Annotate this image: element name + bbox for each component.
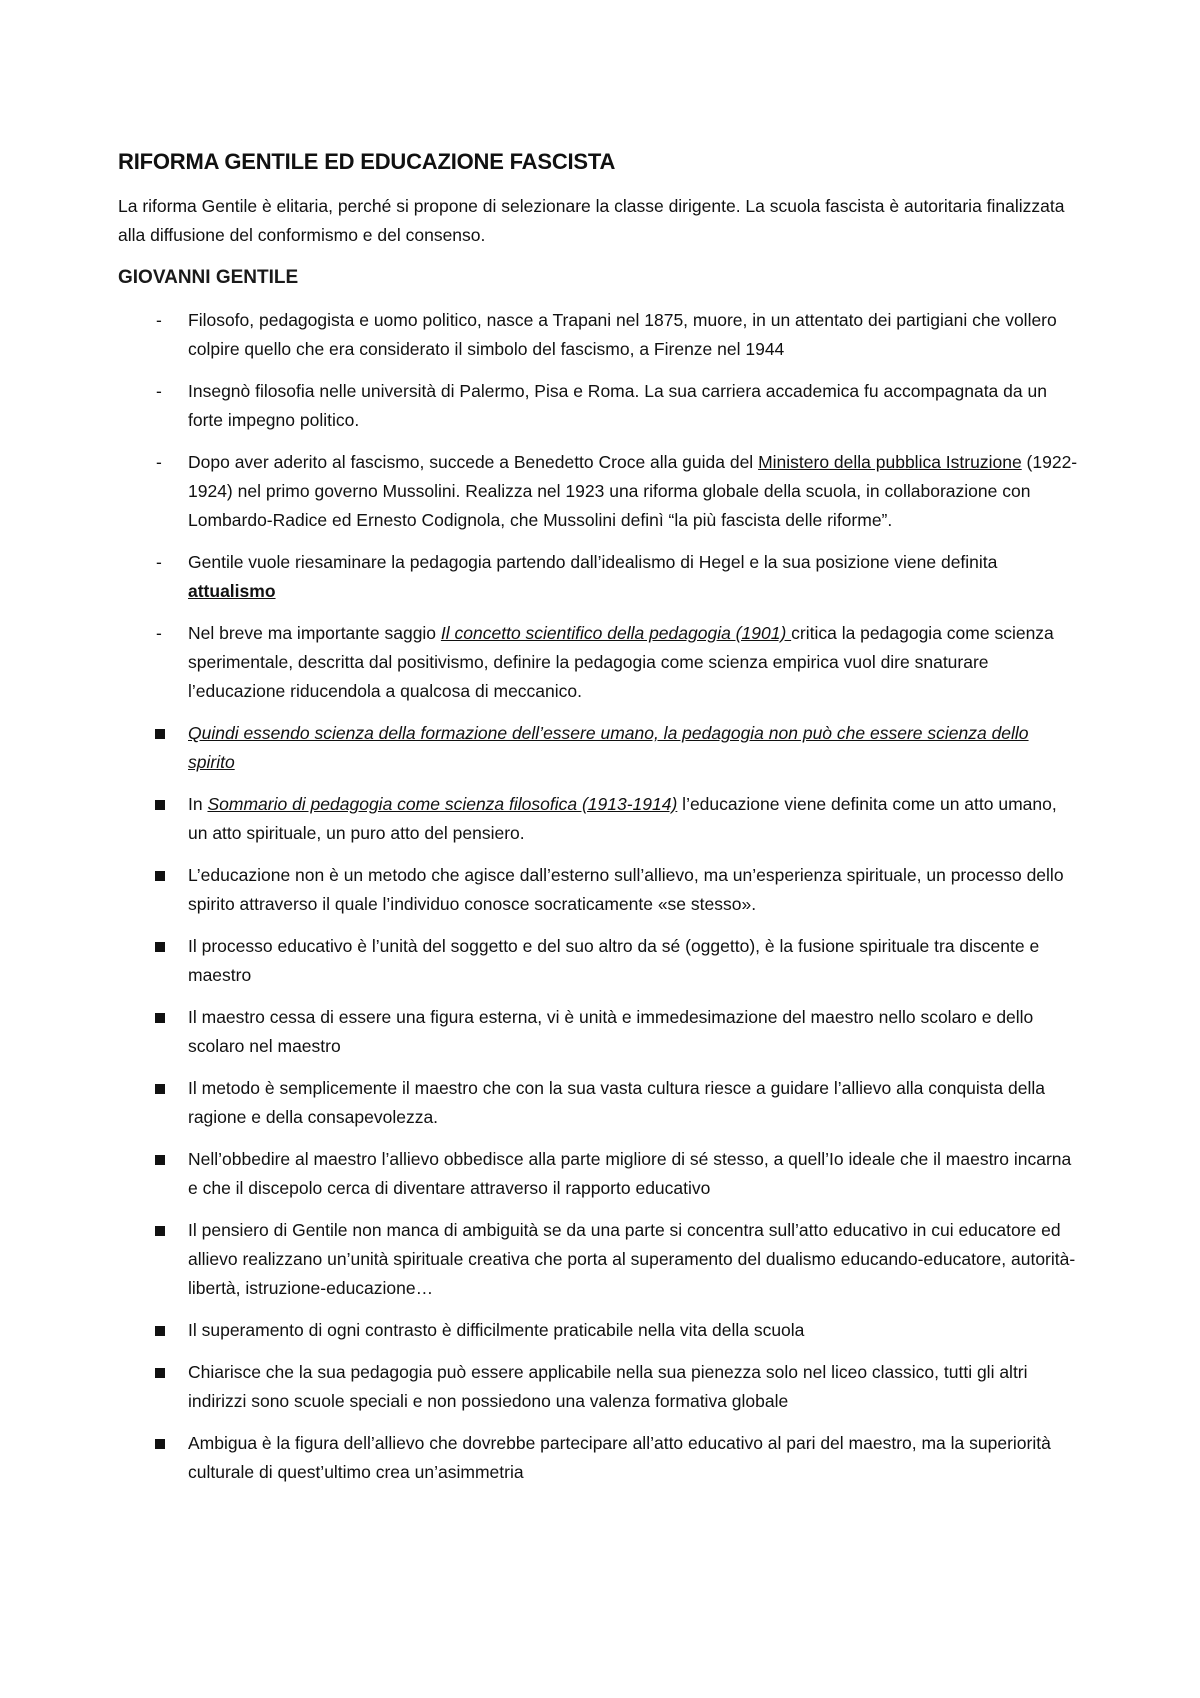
list-item [118,861,1080,919]
square-bullet-icon [155,1439,165,1449]
list-item-text: Dopo aver aderito al fascismo, succede a Benedetto Croce alla guida del [188,452,759,472]
document-title: RIFORMA GENTILE ED EDUCAZIONE FASCISTA [118,149,616,174]
square-bullet-icon [155,729,165,739]
square-bullet-icon [155,1226,165,1236]
square-bullet-list [118,719,1080,1487]
list-item-text: Il processo educativo è l’unità del soggetto e del suo altro da sé (oggetto), è la fusione spirituale tra discente e maestro [188,936,1040,985]
list-item [118,719,1080,777]
list-item [118,306,1080,364]
list-item [118,1145,1080,1203]
list-item-text: Nel breve ma importante saggio [188,623,441,643]
square-bullet-icon [155,1326,165,1336]
list-item [118,1429,1080,1487]
list-item-text: Il maestro cessa di essere una figura esterna, vi è unità e immedesimazione del maestro nello scolaro e dello scolaro nel maestro [188,1007,1034,1056]
list-item-text: Nell’obbedire al maestro l’allievo obbedisce alla parte migliore di sé stesso, a quell’Io ideale che il maestro incarna e che il discepolo cerca di diventare attraverso il rapporto educativo [188,1149,1072,1198]
square-bullet-icon [155,1155,165,1165]
list-item [118,1074,1080,1132]
list-item [118,932,1080,990]
dash-bullet: - [156,310,162,330]
list-item-text: Il pensiero di Gentile non manca di ambiguità se da una parte si concentra sull’atto educativo in cui educatore ed allievo realizzano un’unità spirituale creativa che porta al superamento del dualismo educando-educatore, autorità-libertà, istruzione-educazione… [188,1220,1076,1298]
dash-bullet: - [156,552,162,572]
essay-title-link[interactable]: Il concetto scientifico della pedagogia (1901) [440,623,792,643]
list-item-text: Insegnò filosofia nelle università di Palermo, Pisa e Roma. La sua carriera accademica fu accompagnata da un forte impegno politico. [188,381,1047,430]
list-item-text: L’educazione non è un metodo che agisce dall’esterno sull’allievo, ma un’esperienza spirituale, un processo dello spirito attraverso il quale l’individuo conosce socraticamente «se stesso». [188,865,1064,914]
list-item-text: In [188,794,208,814]
square-bullet-icon [155,942,165,952]
list-item [118,377,1080,435]
list-item-text: Gentile vuole riesaminare la pedagogia partendo dall’idealismo di Hegel e la sua posizione viene definita [188,552,998,572]
list-item-text: Il superamento di ogni contrasto è difficilmente praticabile nella vita della scuola [188,1320,805,1340]
list-item-text: Chiarisce che la sua pedagogia può essere applicabile nella sua pienezza solo nel liceo classico, tutti gli altri indirizzi sono scuole speciali e non possiedono una valenza formativa globale [188,1362,1028,1411]
list-item-text: Filosofo, pedagogista e uomo politico, nasce a Trapani nel 1875, muore, in un attentato dei partigiani che vollero colpire quello che era considerato il simbolo del fascismo, a Firenze nel 1944 [188,310,1057,359]
square-bullet-icon [155,800,165,810]
square-bullet-icon [155,1013,165,1023]
list-item [118,790,1080,848]
list-item [118,1316,1080,1345]
list-item-text: (1922-1924) nel primo governo Mussolini. Realizza nel 1923 una riforma globale della scuola, in collaborazione con Lombardo-Radice ed Ernesto Codignola, che Mussolini definì “la più fascista delle riforme”. [188,452,1078,530]
list-item [118,1216,1080,1303]
square-bullet-icon [155,871,165,881]
square-bullet-icon [155,1368,165,1378]
ministry-link[interactable]: Ministero della pubblica Istruzione [758,452,1022,472]
list-item-text: Ambigua è la figura dell’allievo che dovrebbe partecipare all’atto educativo al pari del maestro, ma la superiorità culturale di quest’ultimo crea un’asimmetria [188,1433,1051,1482]
list-item [118,448,1080,535]
attualismo-link[interactable]: attualismo [188,581,276,601]
highlighted-statement: Quindi essendo scienza della formazione dell’essere umano, la pedagogia non può che essere scienza dello spirito [188,723,1029,772]
list-item [118,1358,1080,1416]
section-heading: GIOVANNI GENTILE [118,267,299,288]
dash-list [118,306,1080,706]
dash-bullet: - [156,381,162,401]
list-item-text: critica la pedagogia come scienza sperimentale, descritta dal positivismo, definire la pedagogia come scienza empirica vuol dire snaturare l’educazione riducendola a qualcosa di meccanico. [188,623,1054,701]
dash-bullet: - [156,623,162,643]
list-item [118,619,1080,706]
intro-paragraph: La riforma Gentile è elitaria, perché si propone di selezionare la classe dirigente. La scuola fascista è autoritaria finalizzata alla diffusione del conformismo e del consenso. [118,196,1065,245]
book-title-link[interactable]: Sommario di pedagogia come scienza filosofica (1913-1914) [207,794,678,814]
list-item [118,1003,1080,1061]
list-item [118,548,1080,606]
list-item-text: Il metodo è semplicemente il maestro che con la sua vasta cultura riesce a guidare l’allievo alla conquista della ragione e della consapevolezza. [188,1078,1045,1127]
dash-bullet: - [156,452,162,472]
square-bullet-icon [155,1084,165,1094]
list-item-text: l’educazione viene definita come un atto umano, un atto spirituale, un puro atto del pensiero. [188,794,1057,843]
